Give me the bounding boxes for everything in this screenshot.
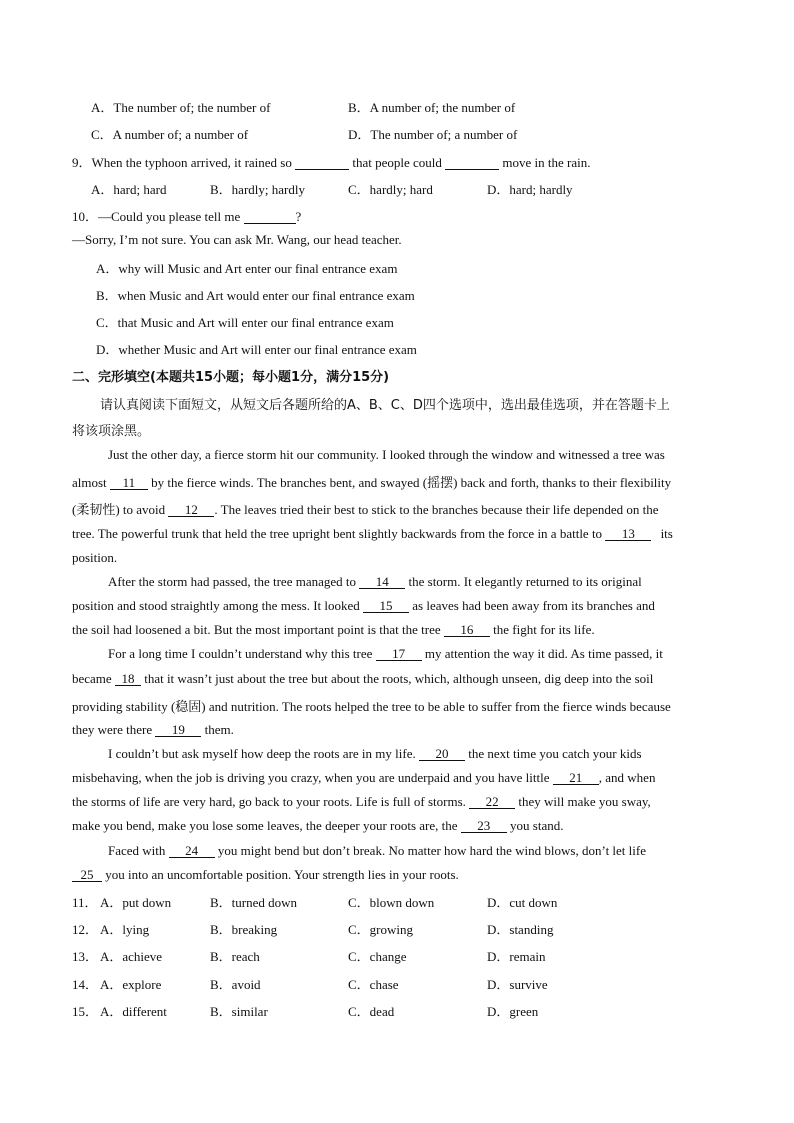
q9-option-d: D．hard; hardly xyxy=(487,182,573,197)
option-row-13 xyxy=(72,946,546,965)
option-a: A．achieve xyxy=(100,949,163,964)
option-b: B．breaking xyxy=(210,922,278,937)
section-heading: 二、完形填空(本题共15小题；每小题1分，满分15分) xyxy=(72,370,390,385)
text: I couldn’t but ask myself how deep the roots are in my life. xyxy=(108,746,416,761)
q10-stem xyxy=(72,206,301,225)
option-c: C．blown down xyxy=(348,895,435,910)
q8-option-d: D．The number of; a number of xyxy=(348,127,518,142)
text: they will make you sway, xyxy=(518,794,651,809)
text: you might bend but don’t break. No matter how hard the wind blows, don’t let life xyxy=(217,843,646,858)
option-c: C．growing xyxy=(348,922,414,937)
q10-stem-end: ? xyxy=(295,209,302,224)
text: as leaves had been away from its branches and xyxy=(412,598,655,613)
option-a: A．lying xyxy=(100,922,150,937)
passage-p3-line-3: providing stability (稳固) and nutrition. The roots helped the tree to be able to suffer from the fierce winds because xyxy=(72,699,671,714)
q9-option-a: A．hard; hard xyxy=(91,182,167,197)
option-row-15 xyxy=(72,1001,539,1020)
text: my attention the way it did. As time passed, it xyxy=(424,646,663,661)
option-b: B．reach xyxy=(210,949,260,964)
text: you stand. xyxy=(510,818,564,833)
text: , and when xyxy=(598,770,656,785)
q9-blank-1 xyxy=(295,156,349,170)
question-number: 15． xyxy=(72,1004,99,1019)
q10-option-b: B．when Music and Art would enter our final entrance exam xyxy=(96,288,415,303)
text: the storm. It elegantly returned to its original xyxy=(408,574,642,589)
q10-option-c: C．that Music and Art will enter our final entrance exam xyxy=(96,315,394,330)
section-instruction-line-2: 将该项涂黑。 xyxy=(72,424,151,439)
q9-stem-part-3: move in the rain. xyxy=(502,155,591,170)
option-b: B．avoid xyxy=(210,977,261,992)
q9-blank-2 xyxy=(445,156,499,170)
blank-25: 25 xyxy=(72,868,102,882)
text: misbehaving, when the job is driving you crazy, when you are underpaid and you have little xyxy=(72,770,550,785)
passage-p1-line-4 xyxy=(72,526,673,542)
option-d: D．standing xyxy=(487,922,554,937)
question-number: 14． xyxy=(72,977,99,992)
text: make you bend, make you lose some leaves, the deeper your roots are, the xyxy=(72,818,458,833)
section-instruction-line-1: 请认真阅读下面短文，从短文后各题所给的A、B、C、D四个选项中，选出最佳选项，并在答题卡上 xyxy=(100,398,670,413)
blank-19: 19 xyxy=(155,723,201,737)
passage-p1-line-2 xyxy=(72,472,671,491)
blank-21: 21 xyxy=(553,771,599,785)
text: you into an uncomfortable position. Your strength lies in your roots. xyxy=(105,867,459,882)
text: them. xyxy=(204,722,234,737)
passage-p2-line-2 xyxy=(72,598,655,614)
text: by the fierce winds. The branches bent, and swayed (摇摆) back and forth, thanks to their flexibility xyxy=(151,475,672,490)
passage-p5-line-2 xyxy=(72,867,459,883)
blank-16: 16 xyxy=(444,623,490,637)
text: For a long time I couldn’t understand why this tree xyxy=(108,646,373,661)
option-row-11 xyxy=(72,892,558,911)
q10-blank xyxy=(244,210,296,224)
q9-stem xyxy=(72,152,590,171)
option-c: C．chase xyxy=(348,977,399,992)
passage-p1-line-5: position. xyxy=(72,550,118,565)
blank-18: 18 xyxy=(115,672,141,686)
option-c: C．change xyxy=(348,949,407,964)
passage-p4-line-1 xyxy=(108,746,642,762)
option-a: A．different xyxy=(100,1004,167,1019)
passage-p4-line-2 xyxy=(72,770,655,786)
passage-p1-line-3 xyxy=(72,499,659,518)
text: tree. The powerful trunk that held the tree upright bent slightly backwards from the force in a battle to xyxy=(72,526,603,541)
text: position and stood straightly among the mess. It looked xyxy=(72,598,360,613)
text: After the storm had passed, the tree managed to xyxy=(108,574,356,589)
question-number: 11． xyxy=(72,895,98,910)
passage-p5-line-1 xyxy=(108,843,646,859)
blank-15: 15 xyxy=(363,599,409,613)
blank-11: 11 xyxy=(110,476,148,490)
option-a: A．explore xyxy=(100,977,162,992)
blank-24: 24 xyxy=(169,844,215,858)
q8-option-b: B．A number of; the number of xyxy=(348,100,516,115)
text: they were there xyxy=(72,722,153,737)
option-d: D．survive xyxy=(487,977,548,992)
passage-p2-line-3 xyxy=(72,622,595,638)
blank-17: 17 xyxy=(376,647,422,661)
blank-20: 20 xyxy=(419,747,465,761)
blank-22: 22 xyxy=(469,795,515,809)
option-b: B．turned down xyxy=(210,895,298,910)
blank-14: 14 xyxy=(359,575,405,589)
q9-stem-part-2: that people could xyxy=(352,155,442,170)
text: the storms of life are very hard, go back to your roots. Life is full of storms. xyxy=(72,794,466,809)
passage-p4-line-4 xyxy=(72,818,564,834)
blank-13: 13 xyxy=(605,527,651,541)
text: (柔韧性) to avoid xyxy=(72,502,166,517)
passage-p3-line-1 xyxy=(108,646,663,662)
passage-p1-line-1: Just the other day, a fierce storm hit our community. I looked through the window and witnessed a tree was xyxy=(108,447,665,462)
q10-option-a: A．why will Music and Art enter our final entrance exam xyxy=(96,261,398,276)
text: became xyxy=(72,671,112,686)
passage-p4-line-3 xyxy=(72,794,651,810)
blank-12: 12 xyxy=(168,503,214,517)
option-row-14 xyxy=(72,974,548,993)
q8-option-c: C．A number of; a number of xyxy=(91,127,249,142)
text: the soil had loosened a bit. But the most important point is that the tree xyxy=(72,622,441,637)
q10-option-d: D．whether Music and Art will enter our final entrance exam xyxy=(96,342,417,357)
text: Faced with xyxy=(108,843,166,858)
option-d: D．green xyxy=(487,1004,539,1019)
passage-p2-line-1 xyxy=(108,574,642,590)
q9-option-c: C．hardly; hard xyxy=(348,182,433,197)
text: the next time you catch your kids xyxy=(468,746,642,761)
text: that it wasn’t just about the tree but about the roots, which, although unseen, dig deep into the soil xyxy=(144,671,654,686)
q8-option-a: A．The number of; the number of xyxy=(91,100,271,115)
option-d: D．remain xyxy=(487,949,546,964)
q10-stem-text: 10．—Could you please tell me xyxy=(72,209,241,224)
blank-23: 23 xyxy=(461,819,507,833)
q9-stem-part-1: 9．When the typhoon arrived, it rained so xyxy=(72,155,292,170)
option-c: C．dead xyxy=(348,1004,395,1019)
question-number: 12． xyxy=(72,922,99,937)
passage-p3-line-4 xyxy=(72,722,234,738)
text: its xyxy=(660,526,673,541)
option-a: A．put down xyxy=(100,895,172,910)
option-d: D．cut down xyxy=(487,895,558,910)
q9-option-b: B．hardly; hardly xyxy=(210,182,305,197)
option-b: B．similar xyxy=(210,1004,268,1019)
question-number: 13． xyxy=(72,949,99,964)
text: . The leaves tried their best to stick to the branches because their life depended on the xyxy=(214,502,659,517)
passage-p3-line-2 xyxy=(72,671,653,687)
q10-reply: —Sorry, I’m not sure. You can ask Mr. Wang, our head teacher. xyxy=(72,232,402,247)
option-row-12 xyxy=(72,919,554,938)
text: the fight for its life. xyxy=(493,622,595,637)
text: almost xyxy=(72,475,107,490)
